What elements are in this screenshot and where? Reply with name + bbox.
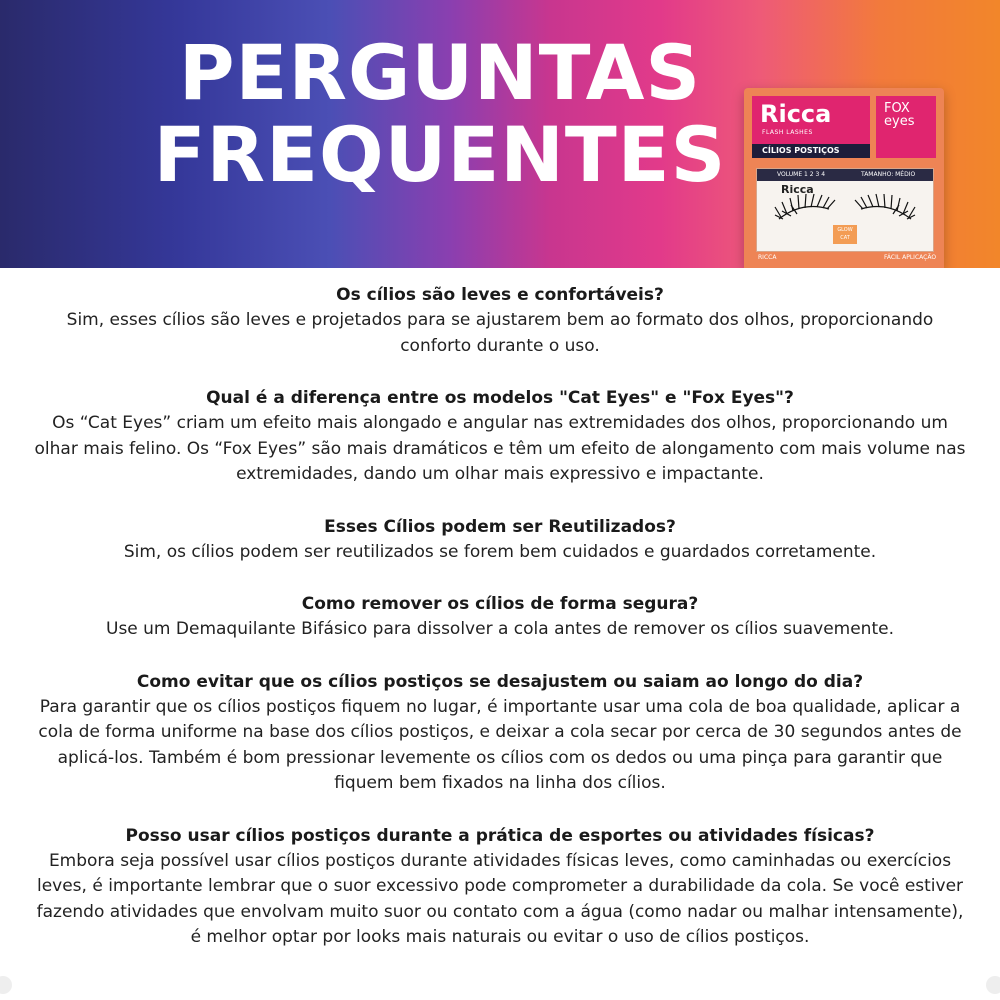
faq-answer: Os “Cat Eyes” criam um efeito mais alongado e angular nas extremidades dos olhos, proporcionando um olhar mais felino. Os “Fox Eyes” são mais dramáticos e têm um efeito de alongamento com mais volume nas extremidades, dando um olhar mais expressivo e impactante. — [34, 413, 966, 484]
faq-question: Esses Cílios podem ser Reutilizados? — [324, 516, 676, 537]
package-window-brand: Ricca — [781, 183, 814, 196]
corner-dot-left — [0, 976, 12, 994]
faq-answer: Embora seja possível usar cílios postiços durante atividades físicas leves, como caminhadas ou exercícios leves, é importante lembrar que o suor excessivo pode comprometer a durabilidade da cola. Se você estiver fazendo atividades que envolvam muito suor ou contato com a água (como nadar ou malhar intensamente), é melhor optar por looks mais naturais ou evitar o uso de cílios postiços. — [36, 850, 964, 947]
header-banner — [0, 0, 1000, 268]
package-line-logo: FOX eyes — [884, 101, 915, 129]
package-badge: GLOW CAT — [833, 225, 857, 244]
faq-question: Como remover os cílios de forma segura? — [301, 594, 699, 614]
faq-item — [30, 514, 970, 566]
faq-item — [30, 282, 970, 359]
package-line-panel — [876, 96, 936, 158]
package-footer-right: FÁCIL APLICAÇÃO — [884, 254, 937, 261]
package-subtitle: FLASH LASHES — [762, 129, 813, 136]
faq-answer: Sim, esses cílios são leves e projetados para se ajustarem bem ao formato dos olhos, proporcionando conforto durante o uso. — [66, 310, 934, 356]
faq-section — [30, 282, 970, 977]
package-strip — [752, 144, 870, 158]
title-line-2: FREQUENTES — [153, 110, 727, 199]
faq-question: Como evitar que os cílios postiços se desajustem ou saiam ao longo do dia? — [136, 671, 864, 692]
page-title — [120, 28, 760, 199]
faq-question: Qual é a diferença entre os modelos "Cat Eyes" e "Fox Eyes"? — [206, 388, 794, 408]
faq-item — [30, 823, 970, 951]
package-window — [756, 168, 934, 252]
package-footer-left: RICCA — [758, 254, 777, 261]
corner-dot-right — [986, 976, 1000, 994]
package-brand-panel — [752, 96, 870, 158]
product-package-image — [744, 88, 944, 268]
faq-answer: Use um Demaquilante Bifásico para dissolver a cola antes de remover os cílios suavemente. — [106, 619, 894, 639]
faq-answer: Para garantir que os cílios postiços fiquem no lugar, é importante usar uma cola de boa qualidade, aplicar a cola de forma uniforme na base dos cílios postiços, e deixar a cola secar por cerca de 30 segundos antes de aplicá-los. Também é bom pressionar levemente os cílios com os dedos ou uma pinça para garantir que fiquem bem fixados na linha dos cílios. — [38, 696, 962, 793]
faq-answer: Sim, os cílios podem ser reutilizados se forem bem cuidados e guardados corretamente. — [123, 541, 877, 562]
package-brand-logo: Ricca — [760, 100, 832, 128]
faq-question: Posso usar cílios postiços durante a prática de esportes ou atividades físicas? — [125, 825, 875, 846]
faq-item — [30, 669, 970, 797]
package-size: TAMANHO: MÉDIO — [861, 171, 916, 178]
title-line-1: PERGUNTAS — [178, 28, 702, 117]
package-volume: VOLUME 1 2 3 4 — [777, 171, 826, 178]
faq-question: Os cílios são leves e confortáveis? — [336, 285, 664, 305]
faq-item — [30, 591, 970, 643]
faq-item — [30, 385, 970, 488]
package-strip-label: CÍLIOS POSTIÇOS — [762, 146, 840, 155]
